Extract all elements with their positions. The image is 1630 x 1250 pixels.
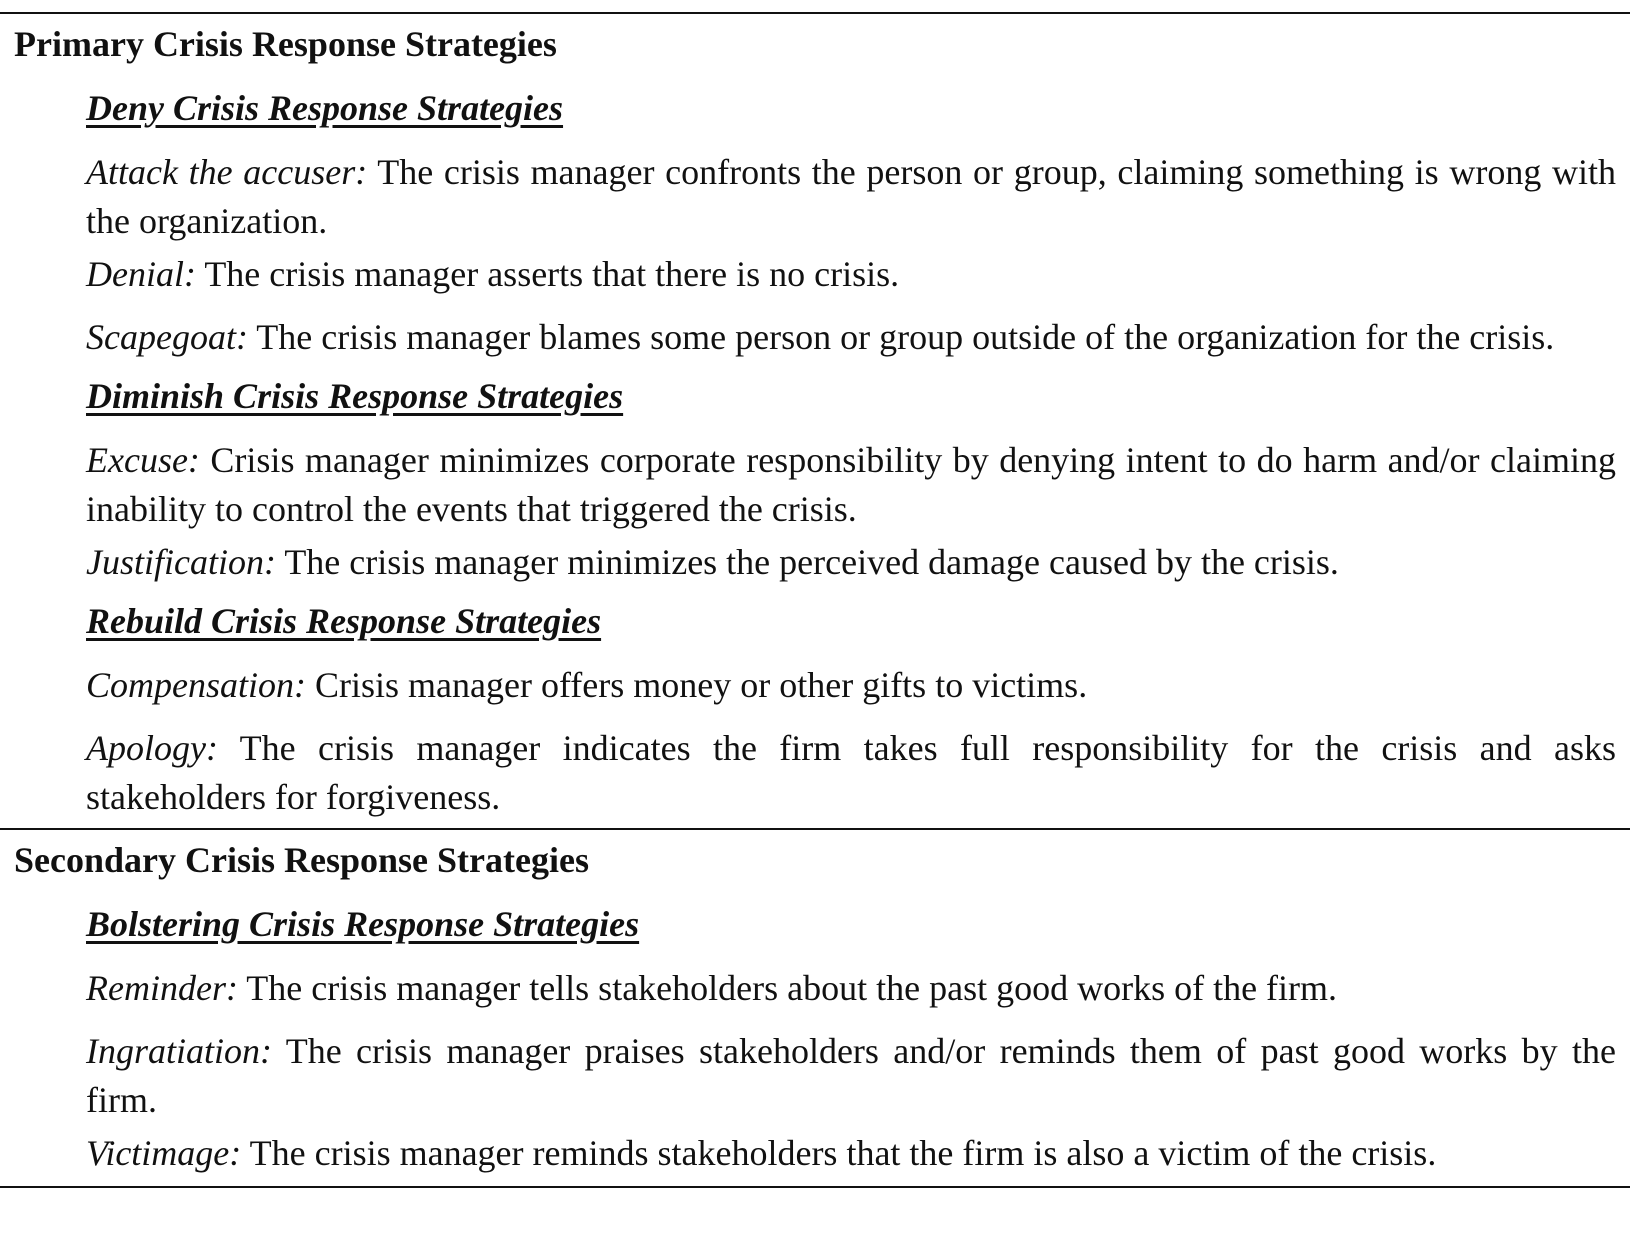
item-text: The crisis manager minimizes the perceived damage caused by the crisis. xyxy=(275,542,1339,582)
strategies-table xyxy=(0,12,1630,1188)
secondary-section xyxy=(0,842,1630,1178)
item-text: The crisis manager blames some person or group outside of the organization for the crisis. xyxy=(247,317,1555,357)
item-text: Crisis manager minimizes corporate responsibility by denying intent to do harm and/or claiming inability to control the events that triggered the crisis. xyxy=(86,440,1616,529)
group-title-deny: Deny Crisis Response Strategies xyxy=(86,88,564,128)
item-victimage xyxy=(86,1129,1616,1178)
section-title-secondary: Secondary Crisis Response Strategies xyxy=(14,840,589,880)
item-text: The crisis manager tells stakeholders about the past good works of the firm. xyxy=(237,968,1338,1008)
item-term: Ingratiation: xyxy=(86,1031,272,1071)
bottom-rule xyxy=(0,1186,1630,1188)
item-excuse xyxy=(86,436,1616,534)
item-text: The crisis manager indicates the firm takes full responsibility for the crisis and asks stakeholders for forgiveness. xyxy=(86,728,1616,817)
item-denial xyxy=(86,250,1616,299)
item-text: Crisis manager offers money or other gifts to victims. xyxy=(306,665,1088,705)
item-reminder xyxy=(86,964,1616,1013)
item-term: Denial: xyxy=(86,254,196,294)
item-ingratiation xyxy=(86,1027,1616,1125)
item-compensation xyxy=(86,661,1616,710)
group-bolstering xyxy=(0,904,1630,1178)
item-text: The crisis manager asserts that there is no crisis. xyxy=(195,254,900,294)
item-term: Attack the accuser: xyxy=(86,152,368,192)
group-title-bolstering: Bolstering Crisis Response Strategies xyxy=(86,904,640,944)
item-term: Compensation: xyxy=(86,665,306,705)
item-justification xyxy=(86,538,1616,587)
item-term: Scapegoat: xyxy=(86,317,248,357)
section-title-primary: Primary Crisis Response Strategies xyxy=(14,24,557,64)
item-text: The crisis manager confronts the person or group, claiming something is wrong with the organization. xyxy=(86,152,1617,241)
item-attack-the-accuser xyxy=(86,148,1616,246)
item-term: Apology: xyxy=(86,728,218,768)
top-rule xyxy=(0,12,1630,14)
group-rebuild xyxy=(0,601,1630,822)
item-apology xyxy=(86,724,1616,822)
group-diminish xyxy=(0,376,1630,587)
group-title-rebuild: Rebuild Crisis Response Strategies xyxy=(86,601,602,641)
item-term: Excuse: xyxy=(86,440,200,480)
item-term: Victimage: xyxy=(86,1133,242,1173)
item-text: The crisis manager reminds stakeholders that the firm is also a victim of the crisis. xyxy=(241,1133,1437,1173)
item-term: Justification: xyxy=(86,542,276,582)
middle-rule xyxy=(0,828,1630,830)
group-deny xyxy=(0,88,1630,362)
item-text: The crisis manager praises stakeholders and/or reminds them of past good works by the firm. xyxy=(86,1031,1616,1120)
item-term: Reminder: xyxy=(86,968,238,1008)
primary-section xyxy=(0,26,1630,822)
item-scapegoat xyxy=(86,313,1616,362)
group-title-diminish: Diminish Crisis Response Strategies xyxy=(86,376,624,416)
